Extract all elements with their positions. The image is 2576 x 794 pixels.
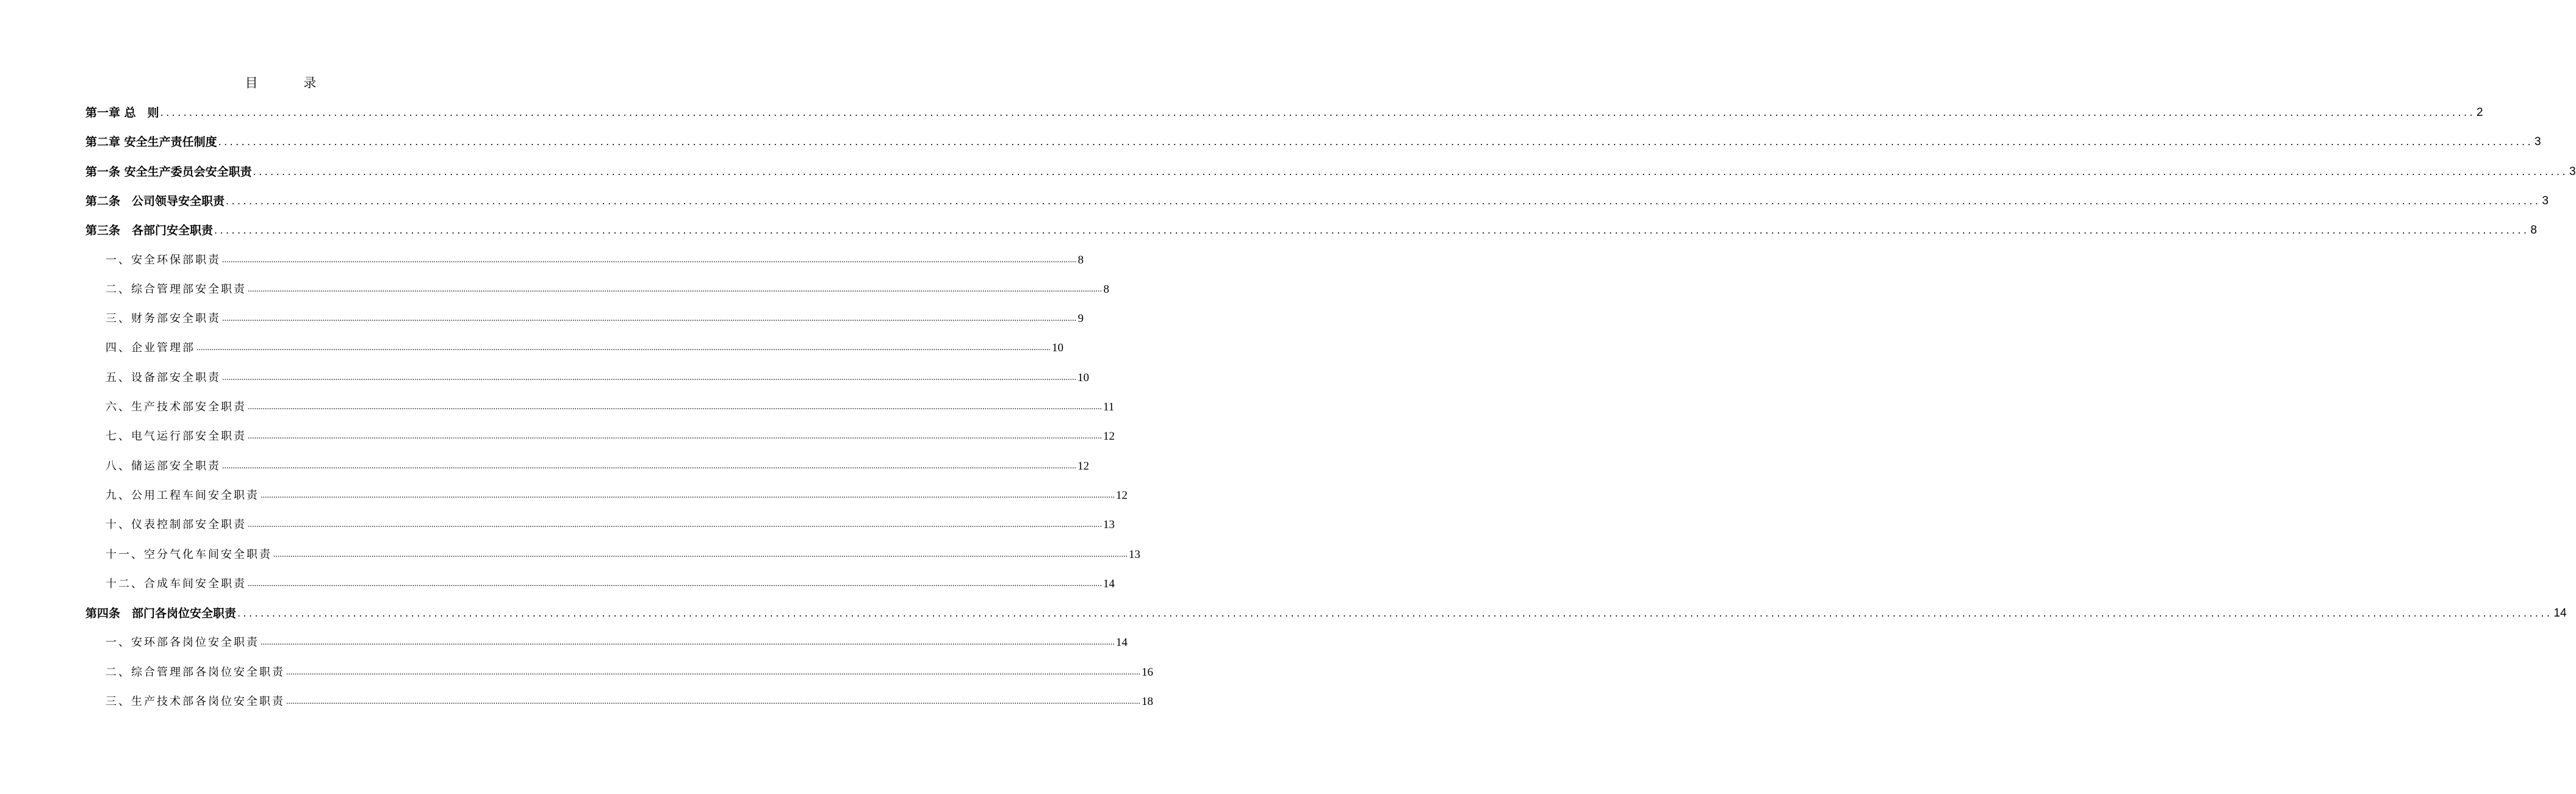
toc-entry[interactable] <box>106 368 1089 388</box>
toc-entry-text: 一、安全环保部职责 <box>106 253 221 266</box>
toc-entry-text: 九、公用工程车间安全职责 <box>106 488 259 502</box>
toc-entry-page: 16 <box>1142 665 1153 679</box>
toc-entry-page: 8 <box>1078 253 1084 266</box>
toc-entry-page: 3 <box>2535 135 2541 149</box>
toc-entry[interactable] <box>106 515 1115 535</box>
toc-entry-page: 3 <box>2569 165 2576 178</box>
toc-entry-text: 八、储运部安全职责 <box>106 459 221 473</box>
toc-entry[interactable] <box>85 603 2567 624</box>
toc-leader-dots: ................................................................................................................................................................................................................................................................................................................................................................................................................ <box>160 107 2475 118</box>
toc-entry-page: 10 <box>1078 371 1089 384</box>
toc-entry-page: 13 <box>1129 548 1140 561</box>
toc-entry[interactable] <box>106 426 1115 447</box>
toc-entry-page: 8 <box>1103 282 1109 296</box>
toc-entry-text: 十一、空分气化车间安全职责 <box>106 548 272 561</box>
toc-entry-text: 三、生产技术部各岗位安全职责 <box>106 695 285 708</box>
toc-entry[interactable] <box>106 545 1140 565</box>
toc-entry-page: 3 <box>2542 194 2549 207</box>
toc-leader-dots: ................................................................................................................................................................................................................................................................................................................................................................................................................ <box>237 607 2553 620</box>
toc-entry[interactable] <box>85 191 2549 212</box>
toc-entry-page: 12 <box>1078 459 1089 473</box>
toc-leader-dots: ................................................................................................................................................................................................................................................................................................................................................................................................................ <box>248 432 1102 442</box>
toc-entry[interactable] <box>106 632 1128 653</box>
toc-entry-page: 18 <box>1142 695 1153 708</box>
toc-entry-text: 第二章 安全生产责任制度 <box>85 135 217 149</box>
toc-leader-dots: ................................................................................................................................................................................................................................................................................................................................................................................................................ <box>261 490 1115 500</box>
toc-entry[interactable] <box>106 485 1128 506</box>
toc-entry[interactable] <box>85 162 2576 182</box>
toc-entry-text: 二、综合管理部各岗位安全职责 <box>106 665 285 679</box>
toc-leader-dots: ................................................................................................................................................................................................................................................................................................................................................................................................................ <box>222 373 1076 382</box>
toc-entry[interactable] <box>106 456 1089 477</box>
toc-entry[interactable] <box>106 338 1063 359</box>
toc-leader-dots: ................................................................................................................................................................................................................................................................................................................................................................................................................ <box>286 697 1140 706</box>
toc-entry[interactable] <box>106 250 1084 271</box>
toc-title: 目 录 <box>245 76 337 90</box>
toc-entry-text: 十二、合成车间安全职责 <box>106 577 246 590</box>
toc-entry[interactable] <box>106 397 1115 418</box>
toc-leader-dots: ................................................................................................................................................................................................................................................................................................................................................................................................................ <box>248 520 1102 530</box>
toc-leader-dots: ................................................................................................................................................................................................................................................................................................................................................................................................................ <box>261 638 1115 648</box>
toc-entry-page: 14 <box>1116 636 1128 649</box>
toc-entry-page: 9 <box>1078 312 1084 326</box>
toc-leader-dots: ................................................................................................................................................................................................................................................................................................................................................................................................................ <box>226 195 2541 207</box>
toc-entry-page: 10 <box>1052 342 1063 355</box>
toc-entry-text: 三、财务部安全职责 <box>106 312 221 326</box>
toc-leader-dots: ................................................................................................................................................................................................................................................................................................................................................................................................................ <box>253 165 2568 177</box>
toc-entry[interactable] <box>106 662 1153 683</box>
toc-entry[interactable] <box>85 132 2541 152</box>
toc-entry-text: 七、电气运行部安全职责 <box>106 430 246 443</box>
toc-entry-text: 一、安环部各岗位安全职责 <box>106 636 259 649</box>
toc-entry-page: 14 <box>2553 607 2567 620</box>
toc-leader-dots: ................................................................................................................................................................................................................................................................................................................................................................................................................ <box>214 224 2530 237</box>
toc-entry-text: 五、设备部安全职责 <box>106 371 221 384</box>
toc-entry-text: 四、企业管理部 <box>106 342 195 355</box>
toc-entry-page: 8 <box>2530 224 2537 237</box>
toc-entry-text: 二、综合管理部安全职责 <box>106 282 246 296</box>
toc-leader-dots: ................................................................................................................................................................................................................................................................................................................................................................................................................ <box>273 549 1128 559</box>
toc-leader-dots: ................................................................................................................................................................................................................................................................................................................................................................................................................ <box>286 667 1140 677</box>
toc-entry-text: 第一章 总 则 <box>85 106 159 120</box>
toc-entry-page: 11 <box>1103 401 1115 413</box>
toc-entry-page: 2 <box>2477 106 2483 119</box>
toc-entry-text: 第四条 部门各岗位安全职责 <box>85 607 237 621</box>
toc-leader-dots: ................................................................................................................................................................................................................................................................................................................................................................................................................ <box>222 255 1076 265</box>
toc-leader-dots: ................................................................................................................................................................................................................................................................................................................................................................................................................ <box>222 314 1076 324</box>
toc-entry[interactable] <box>106 309 1084 329</box>
toc-entry[interactable] <box>106 279 1109 300</box>
toc-leader-dots: ................................................................................................................................................................................................................................................................................................................................................................................................................ <box>222 461 1076 471</box>
toc-entry[interactable] <box>106 574 1115 595</box>
toc-entry-page: 14 <box>1103 577 1115 590</box>
toc-entry-text: 十、仪表控制部安全职责 <box>106 518 246 532</box>
toc-entry[interactable] <box>85 102 2483 123</box>
toc-leader-dots: ................................................................................................................................................................................................................................................................................................................................................................................................................ <box>218 136 2533 148</box>
toc-entry-text: 第二条 公司领导安全职责 <box>85 194 225 208</box>
toc-entry[interactable] <box>85 220 2537 241</box>
toc-entry[interactable] <box>106 692 1153 712</box>
toc-entry-page: 13 <box>1103 518 1115 532</box>
toc-leader-dots: ................................................................................................................................................................................................................................................................................................................................................................................................................ <box>196 343 1051 353</box>
toc-leader-dots: ................................................................................................................................................................................................................................................................................................................................................................................................................ <box>248 402 1102 412</box>
toc-entry-text: 第三条 各部门安全职责 <box>85 224 214 238</box>
toc-entry-text: 第一条 安全生产委员会安全职责 <box>85 165 252 179</box>
toc-leader-dots: ................................................................................................................................................................................................................................................................................................................................................................................................................ <box>248 284 1102 294</box>
toc-entry-page: 12 <box>1116 488 1128 502</box>
toc-entry-page: 12 <box>1103 430 1115 443</box>
toc-leader-dots: ................................................................................................................................................................................................................................................................................................................................................................................................................ <box>248 579 1102 588</box>
toc-entry-text: 六、生产技术部安全职责 <box>106 401 246 413</box>
